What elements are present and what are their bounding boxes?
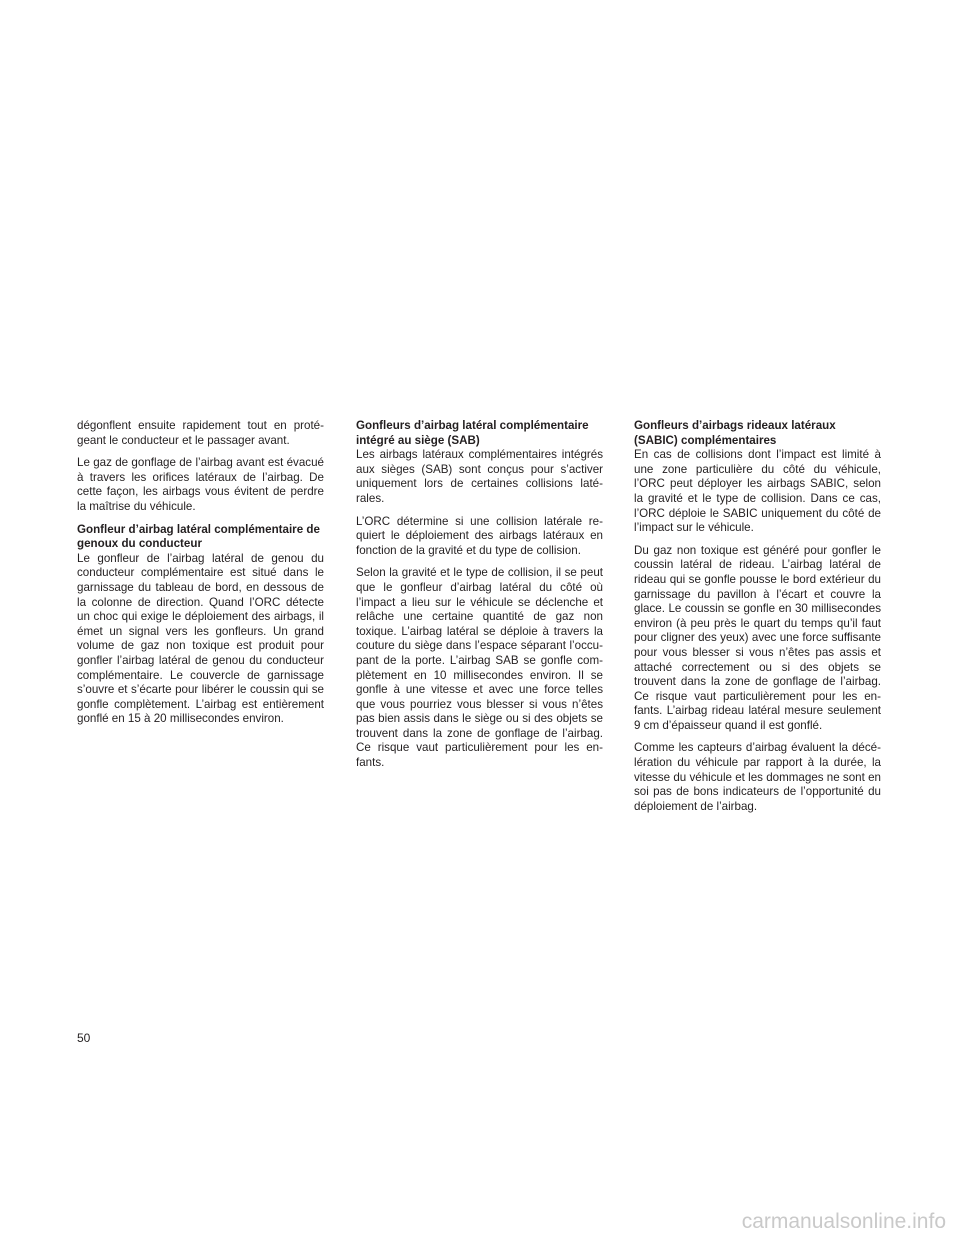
- paragraph: Comme les capteurs d’airbag évaluent la décélération du véhicule par rapport à la durée, la vitesse du véhicule et les dommages ne sont en soi pas de bons indicateurs de l’opportunité du déploiement de l’airbag.: [634, 741, 881, 813]
- paragraph: Le gaz de gonflage de l’airbag avant est évacué à travers les orifices latéraux de l’airbag. De cette façon, les airbags vous évitent de perdre la maîtrise du véhicule.: [77, 456, 324, 513]
- paragraph: Selon la gravité et le type de collision, il se peut que le gonfleur d’airbag latéral du côté où l’impact a lieu sur le véhicule se déclenche et relâche une certaine quantité de gaz non toxique. L’airbag latéral se déploie à travers la couture du siège dans l’espace séparant l’occupant de la porte. L’airbag SAB se gonfle complètement en 10 millisecondes environ. Il se gonfle à une vitesse et avec une force telles que vous pourriez vous blesser si vous n’êtes pas bien assis dans le siège ou si des objets se trouvent dans la zone de gonflage de l’airbag. Ce risque vaut particulièrement pour les enfants.: [356, 566, 603, 770]
- section-heading: Gonfleurs d’airbag latéral complémentaire intégré au siège (SAB): [356, 419, 589, 447]
- page-number: 50: [77, 1031, 91, 1045]
- watermark: carmanualsonline.info: [741, 1210, 946, 1233]
- text-column-1: [77, 419, 324, 735]
- section-heading: Gonfleurs d’airbags rideaux latéraux (SABIC) complémentaires: [634, 419, 836, 447]
- paragraph: Le gonfleur de l’airbag latéral de genou du conducteur complémentaire est situé dans le garnissage du tableau de bord, en dessous de la colonne de direction. Quand l’ORC détecte un choc qui exige le déploiement des airbags, il émet un signal vers les gonfleurs. Un grand volume de gaz non toxique est produit pour gonfler l’airbag latéral de genou du conducteur complémentaire. Le couvercle de garnissage s’ouvre et s’écarte pour libérer le coussin qui se gonfle complètement. L’airbag est entièrement gonflé en 15 à 20 millisecondes environ.: [77, 551, 324, 726]
- paragraph: En cas de collisions dont l’impact est limité à une zone particulière du côté du véhicule, l’ORC peut déployer les airbags SABIC, selon la gravité et le type de collision. Dans ce cas, l’ORC déploie le SABIC uniquement du côté de l’impact sur le véhicule.: [634, 448, 881, 535]
- paragraph: Les airbags latéraux complémentaires intégrés aux sièges (SAB) sont conçus pour s’activer uniquement lors de certaines collisions latérales.: [356, 448, 603, 505]
- paragraph: Du gaz non toxique est généré pour gonfler le coussin latéral de rideau. L’airbag latéral de rideau qui se gonfle pousse le bord extérieur du garnissage du pavillon à l’écart et couvre la glace. Le coussin se gonfle en 30 millisecondes environ (à peu près le quart du temps qu’il faut pour cligner des yeux) avec une force suffisante pour vous blesser si vous n’êtes pas assis et attaché correctement ou si des objets se trouvent dans la zone de gonflage de l’airbag. Ce risque vaut particulièrement pour les enfants. L’airbag rideau latéral mesure seulement 9 cm d’épaisseur quand il est gonflé.: [634, 543, 881, 732]
- text-column-3: [634, 419, 881, 822]
- section-heading: Gonfleur d’airbag latéral complémentaire de genoux du conducteur: [77, 522, 320, 551]
- paragraph: L’ORC détermine si une collision latérale requiert le déploiement des airbags latéraux en fonction de la gravité et du type de collision.: [356, 514, 603, 557]
- paragraph: dégonflent ensuite rapidement tout en protégeant le conducteur et le passager avant.: [77, 419, 324, 447]
- text-column-2: [356, 419, 603, 779]
